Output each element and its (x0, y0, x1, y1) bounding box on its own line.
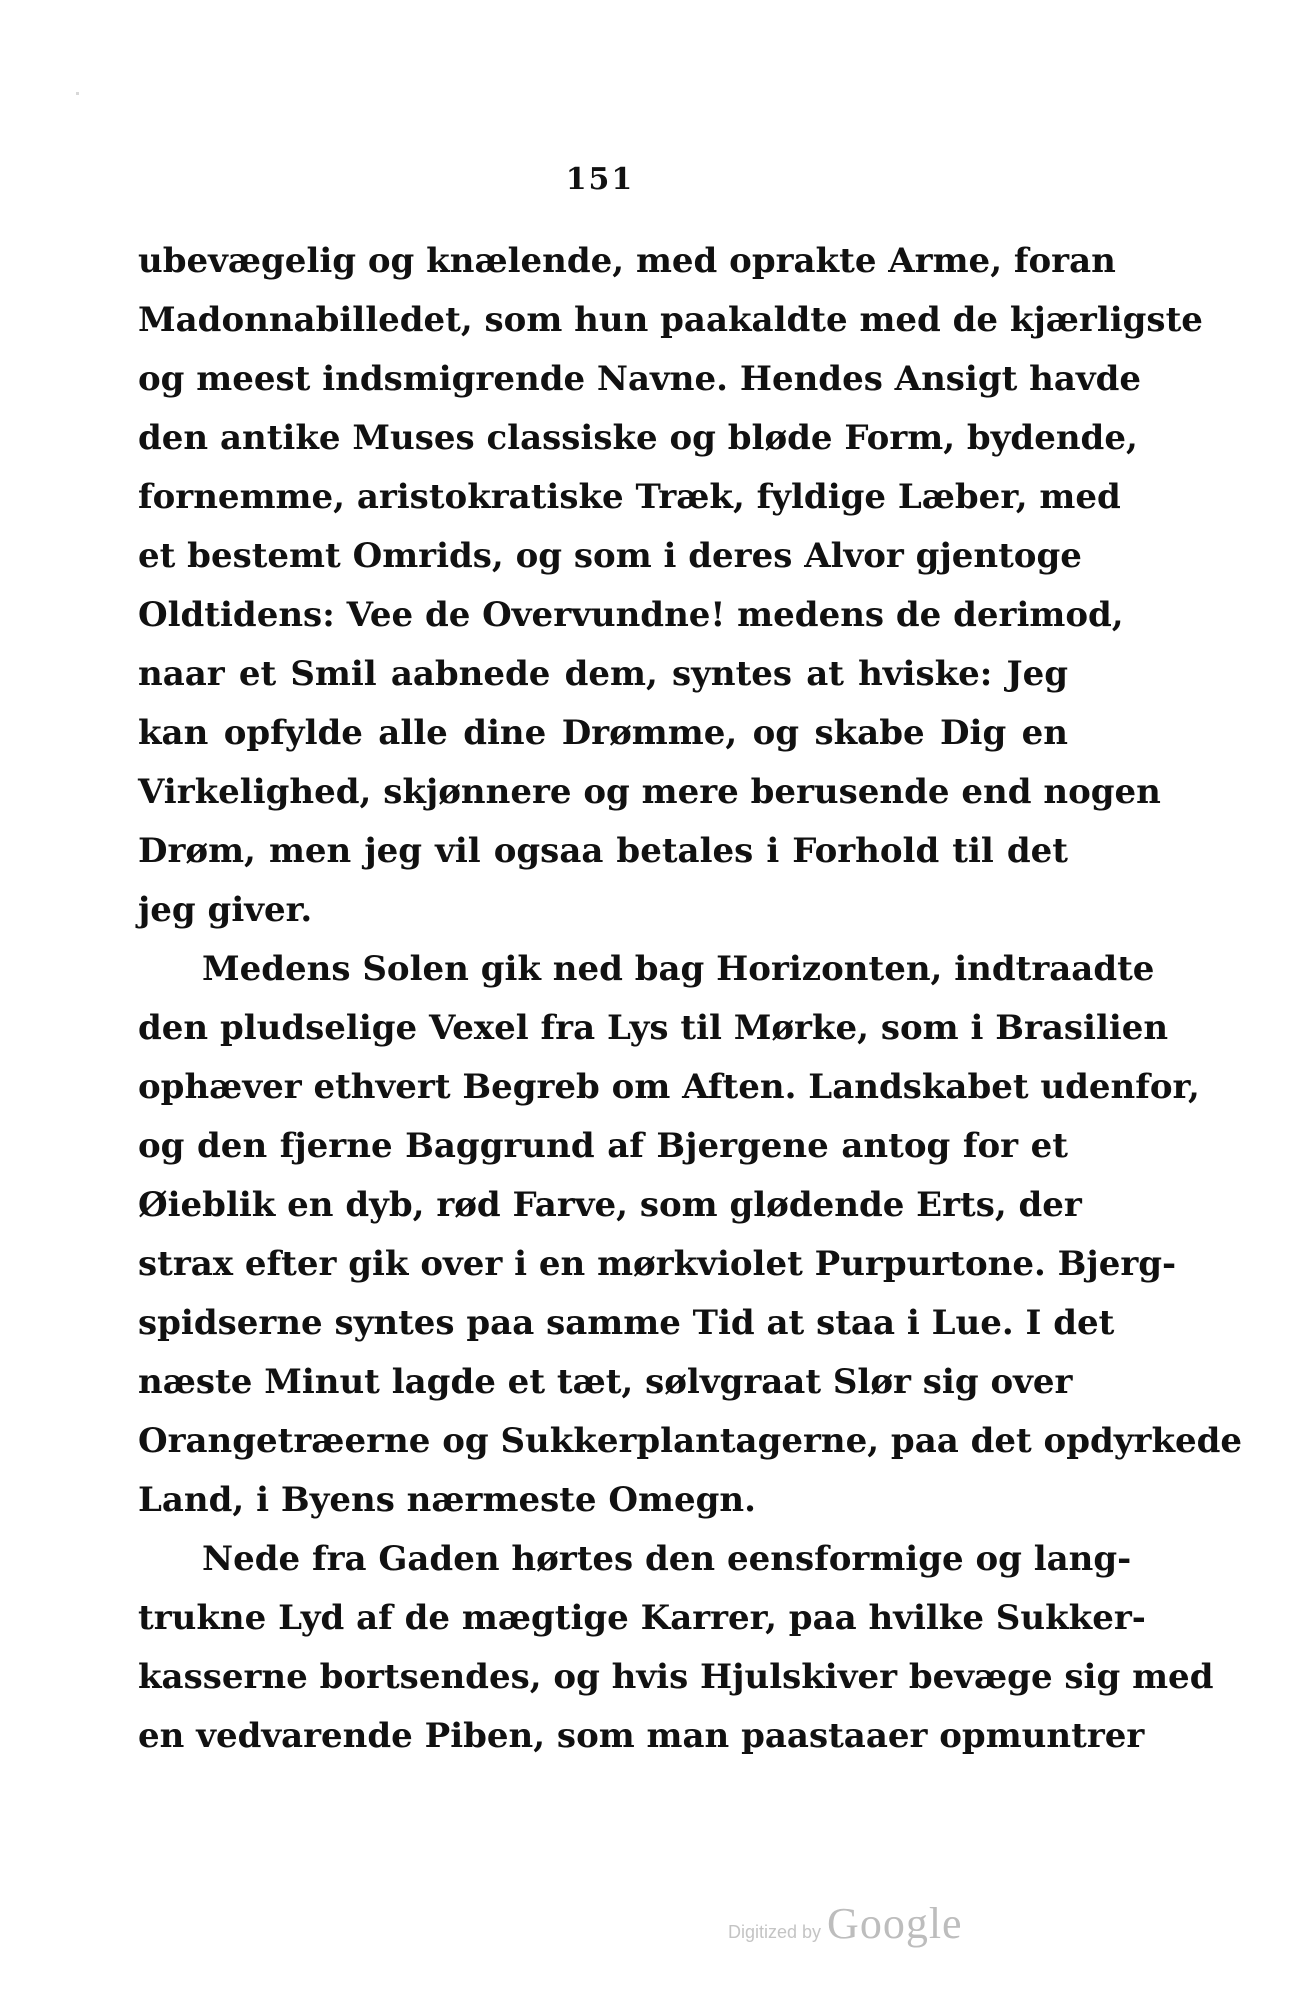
text-line: Orangetræerne og Sukkerplantagerne, paa det opdyrkede (138, 1421, 1243, 1461)
text-line: strax efter gik over i en mørkviolet Purpurtone. Bjerg- (138, 1244, 1177, 1284)
text-line: spidserne syntes paa samme Tid at staa i Lue. I det (138, 1303, 1115, 1343)
page-number: 151 (565, 162, 635, 197)
text-line: ubevægelig og knælende, med oprakte Arme, foran (138, 241, 1116, 281)
google-logo: Google (827, 1899, 963, 1948)
text-line: Nede fra Gaden hørtes den eensformige og lang- (202, 1539, 1132, 1579)
scan-speck (76, 92, 79, 95)
paragraph (138, 940, 1243, 1530)
text-line: fornemme, aristokratiske Træk, fyldige Læber, med (138, 477, 1121, 517)
digitized-watermark (728, 1898, 963, 1949)
text-line: naar et Smil aabnede dem, syntes at hviske: Jeg (138, 654, 1068, 694)
text-line: Drøm, men jeg vil ogsaa betales i Forhold til det (138, 831, 1068, 871)
text-line: Øieblik en dyb, rød Farve, som glødende Erts, der (138, 1185, 1082, 1225)
body-text (138, 232, 1243, 1766)
paragraph (138, 1530, 1214, 1766)
text-line: ophæver ethvert Begreb om Aften. Landskabet udenfor, (138, 1067, 1200, 1107)
text-line: Virkelighed, skjønnere og mere berusende end nogen (138, 772, 1161, 812)
text-line: kan opfylde alle dine Drømme, og skabe Dig en (138, 713, 1068, 753)
text-line: jeg giver. (138, 890, 313, 930)
paragraph (138, 232, 1203, 940)
text-line: en vedvarende Piben, som man paastaaer opmuntrer (138, 1716, 1145, 1756)
text-line: Oldtidens: Vee de Overvundne! medens de derimod, (138, 595, 1124, 635)
text-line: og meest indsmigrende Navne. Hendes Ansigt havde (138, 359, 1142, 399)
digitized-by-label: Digitized by (728, 1922, 822, 1942)
text-line: Medens Solen gik ned bag Horizonten, indtraadte (202, 949, 1155, 989)
text-line: Madonnabilledet, som hun paakaldte med de kjærligste (138, 300, 1203, 340)
text-line: den pludselige Vexel fra Lys til Mørke, som i Brasilien (138, 1008, 1169, 1048)
text-line: den antike Muses classiske og bløde Form, bydende, (138, 418, 1138, 458)
text-line: næste Minut lagde et tæt, sølvgraat Slør sig over (138, 1362, 1073, 1402)
text-line: Land, i Byens nærmeste Omegn. (138, 1480, 756, 1520)
text-line: trukne Lyd af de mægtige Karrer, paa hvilke Sukker- (138, 1598, 1146, 1638)
text-line: et bestemt Omrids, og som i deres Alvor gjentoge (138, 536, 1082, 576)
text-line: og den fjerne Baggrund af Bjergene antog for et (138, 1126, 1068, 1166)
text-line: kasserne bortsendes, og hvis Hjulskiver bevæge sig med (138, 1657, 1214, 1697)
